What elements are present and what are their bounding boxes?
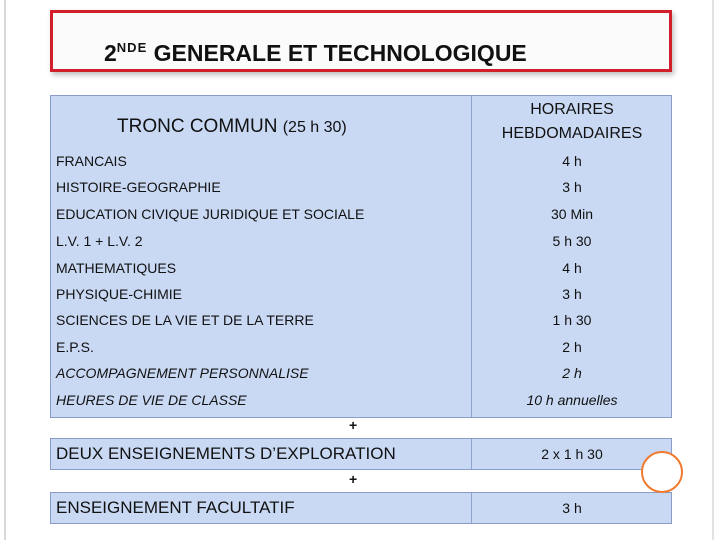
exploration-hours: 2 x 1 h 30 — [541, 446, 603, 462]
hours-value: 5 h 30 — [552, 233, 592, 249]
subject-label: ACCOMPAGNEMENT PERSONNALISE — [56, 365, 309, 381]
tronc-commun-table — [50, 95, 672, 418]
decorative-circle — [641, 451, 683, 493]
exploration-row — [50, 438, 672, 470]
subject-label: MATHEMATIQUES — [56, 260, 177, 276]
hours-value: 10 h annuelles — [526, 392, 618, 408]
table-header-left — [117, 116, 347, 138]
title-superscript: NDE — [116, 40, 148, 55]
subject-label: L.V. 1 + L.V. 2 — [56, 233, 143, 249]
hours-value: 4 h — [562, 153, 582, 169]
subject-label: PHYSIQUE-CHIMIE — [56, 286, 183, 302]
facultatif-hours: 3 h — [562, 500, 582, 516]
exploration-label: DEUX ENSEIGNEMENTS D’EXPLORATION — [56, 444, 396, 463]
hours-value: 2 h — [562, 339, 582, 355]
facultatif-label: ENSEIGNEMENT FACULTATIF — [56, 498, 295, 517]
hours-value: 3 h — [562, 286, 582, 302]
header-right-line2: HEBDOMADAIRES — [501, 125, 643, 142]
hours-value: 4 h — [562, 260, 582, 276]
page-title — [104, 40, 527, 67]
subject-label: E.P.S. — [56, 339, 94, 355]
facultatif-row — [50, 492, 672, 524]
subject-label: HISTOIRE-GEOGRAPHIE — [56, 179, 221, 195]
title-prefix: 2 — [104, 40, 117, 66]
hours-value: 2 h — [562, 365, 582, 381]
plus-sign: + — [349, 471, 358, 487]
subject-label: HEURES DE VIE DE CLASSE — [56, 392, 247, 408]
plus-sign: + — [349, 417, 358, 433]
subject-label: EDUCATION CIVIQUE JURIDIQUE ET SOCIALE — [56, 206, 365, 222]
title-rest: GENERALE ET TECHNOLOGIQUE — [147, 40, 527, 66]
subject-label: FRANCAIS — [56, 153, 127, 169]
hours-value: 30 Min — [550, 206, 594, 222]
header-right-line1: HORAIRES — [530, 101, 614, 118]
header-left-label: TRONC COMMUN — [117, 116, 278, 137]
slide-right-border — [712, 0, 714, 540]
hours-value: 1 h 30 — [552, 312, 592, 328]
header-left-hours: (25 h 30) — [282, 119, 347, 136]
table-header-right — [472, 98, 672, 146]
subject-label: SCIENCES DE LA VIE ET DE LA TERRE — [56, 312, 314, 328]
hours-value: 3 h — [562, 179, 582, 195]
slide-left-border — [4, 0, 6, 540]
